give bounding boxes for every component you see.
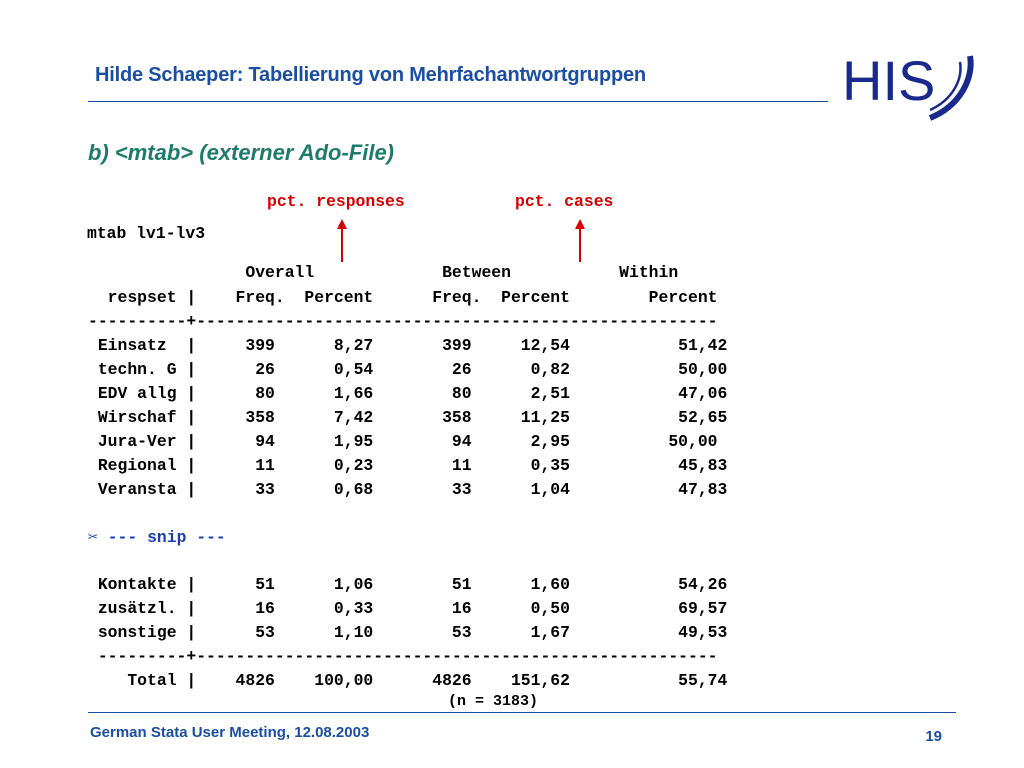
table-column-header: respset | Freq. Percent Freq. Percent Percent <box>88 288 718 307</box>
table-row: Veransta | 33 0,68 33 1,04 47,83 <box>88 480 728 499</box>
his-logo <box>842 48 977 124</box>
n-note: (n = 3183) <box>448 693 539 710</box>
table-row: Kontakte | 51 1,06 51 1,60 54,26 <box>88 575 728 594</box>
annotation-pct-cases: pct. cases <box>515 192 614 211</box>
arrow-up-icon <box>337 219 347 262</box>
snip-marker <box>88 527 226 547</box>
scissors-icon: ✂ <box>88 528 98 547</box>
table-row: zusätzl. | 16 0,33 16 0,50 69,57 <box>88 599 728 618</box>
snip-text: --- snip --- <box>107 528 226 547</box>
footer-divider <box>88 712 956 713</box>
table-total-row: Total | 4826 100,00 4826 151,62 55,74 <box>88 671 728 690</box>
footer-meeting: German Stata User Meeting, 12.08.2003 <box>90 724 370 741</box>
table-row: techn. G | 26 0,54 26 0,82 50,00 <box>88 360 728 379</box>
stata-command: mtab lv1-lv3 <box>87 224 206 243</box>
header-divider <box>88 101 828 102</box>
table-row: Wirschaf | 358 7,42 358 11,25 52,65 <box>88 408 728 427</box>
table-separator: ----------+----------------------------------------------------- <box>88 312 718 331</box>
table-row: Einsatz | 399 8,27 399 12,54 51,42 <box>88 336 728 355</box>
section-subtitle: b) <mtab> (externer Ado-File) <box>88 140 395 165</box>
page-number: 19 <box>925 728 942 745</box>
table-row: EDV allg | 80 1,66 80 2,51 47,06 <box>88 384 728 403</box>
table-group-header: Overall Between Within <box>88 263 679 282</box>
table-row: sonstige | 53 1,10 53 1,67 49,53 <box>88 623 728 642</box>
annotation-pct-responses: pct. responses <box>267 192 405 211</box>
logo-text: HIS <box>842 49 936 112</box>
arrow-up-icon <box>575 219 585 262</box>
table-separator: ---------+----------------------------------------------------- <box>88 647 718 666</box>
table-row: Regional | 11 0,23 11 0,35 45,83 <box>88 456 728 475</box>
slide-title: Hilde Schaeper: Tabellierung von Mehrfachantwortgruppen <box>95 64 646 86</box>
table-row: Jura-Ver | 94 1,95 94 2,95 50,00 <box>88 432 718 451</box>
